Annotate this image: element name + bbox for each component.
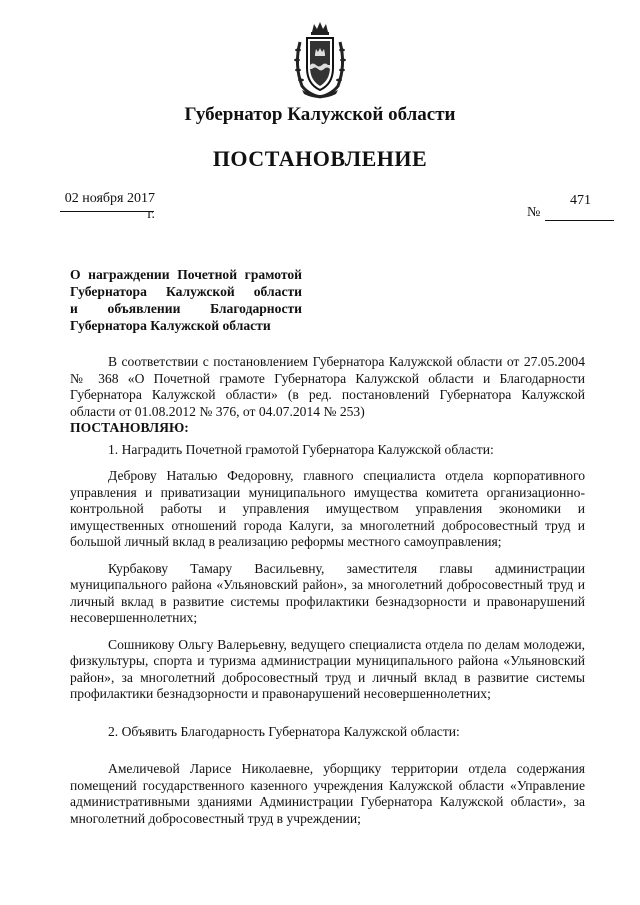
number-underline bbox=[545, 220, 614, 221]
item-2-heading: 2. Объявить Благодарность Губернатора Калужской области: bbox=[108, 723, 460, 739]
date-underline bbox=[60, 211, 154, 212]
subject-line: и объявлении Благодарности bbox=[70, 301, 302, 316]
issuing-authority: Губернатор Калужской области bbox=[184, 104, 456, 125]
document-date: 02 ноября 2017 г. bbox=[64, 191, 155, 222]
document-subject bbox=[70, 266, 302, 334]
number-sign: № bbox=[527, 205, 541, 220]
document-number: 471 bbox=[570, 193, 591, 208]
document-type: ПОСТАНОВЛЕНИЕ bbox=[212, 146, 428, 171]
subject-line: Губернатора Калужской области bbox=[70, 284, 302, 299]
award-paragraph: Курбакову Тамару Васильевну, заместителя главы администрации муниципального района «Ульяновский район», за многолетний добросовестный труд и личный вклад в развитие системы профилактики безнадзорности и правонарушений несовершеннолетних; bbox=[70, 560, 585, 625]
award-paragraph: Сошникову Ольгу Валерьевну, ведущего специалиста отдела по делам молодежи, физкультуры, спорта и туризма администрации муниципального района «Ульяновский район», за многолетний добросовестный труд и личный вклад в развитие системы профилактики безнадзорности и правонарушений несовершеннолетних; bbox=[70, 636, 585, 701]
subject-line: О награждении Почетной грамотой bbox=[70, 267, 302, 282]
subject-line: Губернатора Калужской области bbox=[70, 318, 271, 333]
item-1-heading: 1. Наградить Почетной грамотой Губернатора Калужской области: bbox=[108, 441, 494, 457]
preamble-paragraph: В соответствии с постановлением Губернатора Калужской области от 27.05.2004 № 368 «О Почетной грамоте Губернатора Калужской области и Благодарности Губернатора Калужской области» (в ред. постановлений Губернатора Калужской области от 01.08.2012 № 376, от 04.07.2014 № 253) bbox=[70, 354, 585, 419]
decree-word: ПОСТАНОВЛЯЮ: bbox=[70, 420, 189, 435]
document-body bbox=[70, 354, 585, 827]
thanks-paragraph: Амеличевой Ларисе Николаевне, уборщику территории отдела содержания помещений государственного казенного учреждения Калужской области «Управление административными зданиями Администрации Губернатора Калужской области», за многолетний добросовестный труд в учреждении; bbox=[70, 761, 585, 826]
kaluga-coat-of-arms-icon bbox=[292, 20, 348, 100]
award-paragraph: Деброву Наталью Федоровну, главного специалиста отдела корпоративного управления и приватизации муниципального имущества комитета организационно-контрольной работы и управления имуществом управления экономики и имущественных отношений города Калуги, за многолетний добросовестный труд и большой личный вклад в реализацию реформы местного самоуправления; bbox=[70, 468, 585, 549]
